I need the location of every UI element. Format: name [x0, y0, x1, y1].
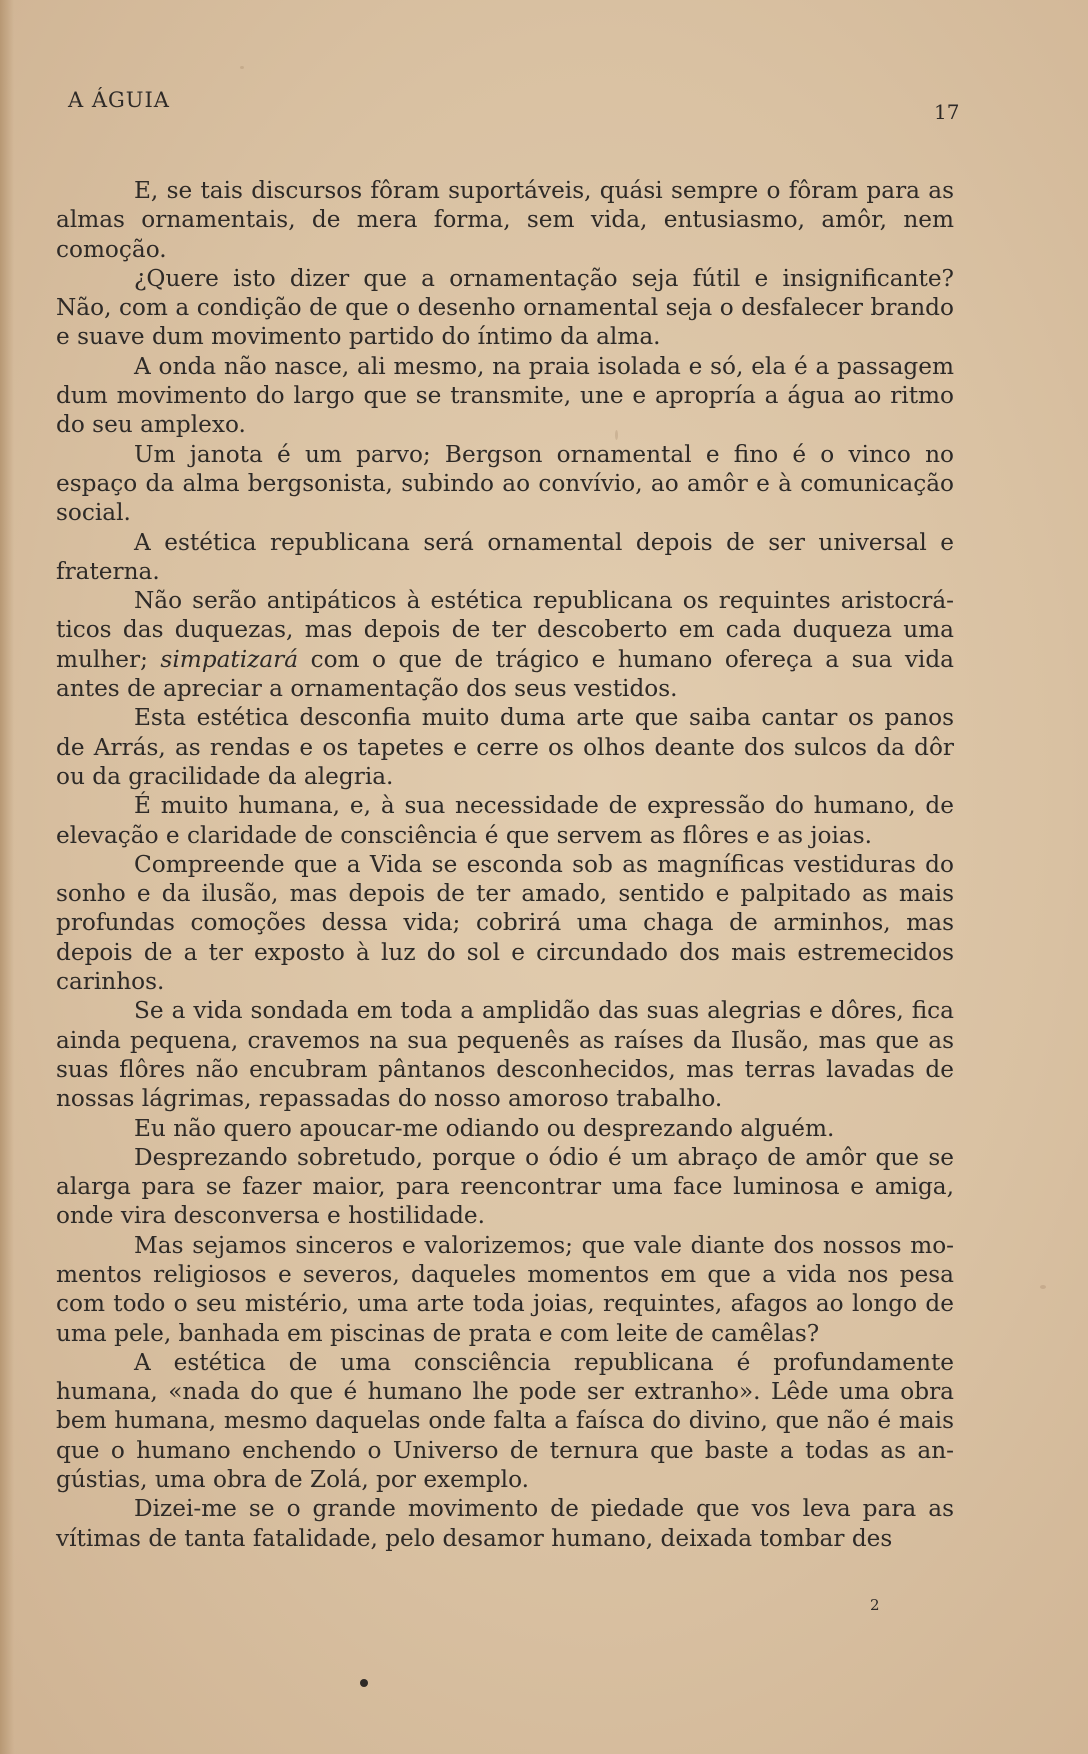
paper-speck: [615, 430, 618, 440]
signature-mark: 2: [870, 1596, 880, 1614]
paragraph: Se a vida sondada em toda a amplidão das suas alegrias e dôres, fica ainda pequena, cravemos na sua pequenês as raíses da Ilusão, mas que as suas flôres não encubram pântanos desconhecidos, mas terras lavadas de nossas lágrimas, repassadas do nosso amoroso trabalho.: [56, 997, 954, 1113]
body-text: [56, 176, 954, 1553]
paper-speck: [1040, 1285, 1046, 1289]
paragraph: Desprezando sobretudo, porque o ódio é um abraço de amôr que se alarga para se fazer maior, para reencontrar uma face luminosa e amiga, onde vira desconversa e hostilidade.: [56, 1143, 954, 1230]
running-title: A ÁGUIA: [68, 88, 170, 112]
paragraph: A estética republicana será ornamental depois de ser universal e fraterna.: [56, 528, 954, 585]
italic-word: simpatizará: [160, 645, 299, 673]
paragraph: Esta estética desconfia muito duma arte que saiba cantar os panos de Arrás, as rendas e os tapetes e cerre os olhos deante dos sulcos da dôr ou da gracilidade da alegria.: [56, 704, 954, 790]
page-number: 17: [934, 100, 960, 124]
ink-dot: [360, 1679, 368, 1687]
paragraph: Não serão antipáticos à estética republicana os requintes aristocráticos das duquezas, mas depois de ter descoberto em cada duqueza uma mulher; simpatizará com o que de trágico e humano ofereça a sua vida antes de apreciar a ornamentação dos seus vestidos.: [56, 587, 955, 703]
paper-speck: [240, 66, 244, 69]
page-edge-shadow: [0, 0, 14, 1754]
paragraph: E, se tais discursos fôram suportáveis, quási sempre o fôram para as almas ornamentais, de mera forma, sem vida, entusiasmo, amôr, nem comoção.: [56, 177, 954, 263]
paragraph: Mas sejamos sinceros e valorizemos; que vale diante dos nossos momentos religiosos e severos, daqueles momentos em que a vida nos pesa com todo o seu mistério, uma arte toda joias, requintes, afagos ao longo de uma pele, banhada em piscinas de prata e com leite de camêlas?: [56, 1231, 954, 1347]
paragraph: A estética de uma consciência republicana é profundamente humana, «nada do que é humano lhe pode ser extranho». Lêde uma obra bem humana, mesmo daquelas onde falta a faísca do divino, que não é mais que o humano enchendo o Universo de ternura que baste a todas as angústias, uma obra de Zolá, por exemplo.: [56, 1348, 954, 1494]
paragraph: Eu não quero apoucar-me odiando ou desprezando alguém.: [134, 1114, 835, 1142]
paragraph: Compreende que a Vida se esconda sob as magníficas vestiduras do sonho e da ilusão, mas depois de ter amado, sentido e palpitado as mais profundas comoções dessa vida; cobrirá uma chaga de arminhos, mas depois de a ter exposto à luz do sol e circundado dos mais estremecidos carinhos.: [56, 850, 954, 996]
paragraph: ¿Quere isto dizer que a ornamentação seja fútil e insignificante? Não, com a condição de que o desenho ornamental seja o desfalecer brando e suave dum movimento partido do íntimo da alma.: [56, 264, 954, 351]
paragraph: Um janota é um parvo; Bergson ornamental e fino é o vinco no espaço da alma bergsonista, subindo ao convívio, ao amôr e à comunicação social.: [56, 440, 954, 527]
paragraph: É muito humana, e, à sua necessidade de expressão do humano, de elevação e claridade de consciência é que servem as flôres e as joias.: [56, 792, 954, 849]
paragraph: Dizei-me se o grande movimento de piedade que vos leva para as vítimas de tanta fatalidade, pelo desamor humano, deixada tombar des: [56, 1495, 954, 1552]
paragraph: A onda não nasce, ali mesmo, na praia isolada e só, ela é a passagem dum movimento do largo que se transmite, une e apropría a água ao ritmo do seu amplexo.: [56, 352, 954, 439]
